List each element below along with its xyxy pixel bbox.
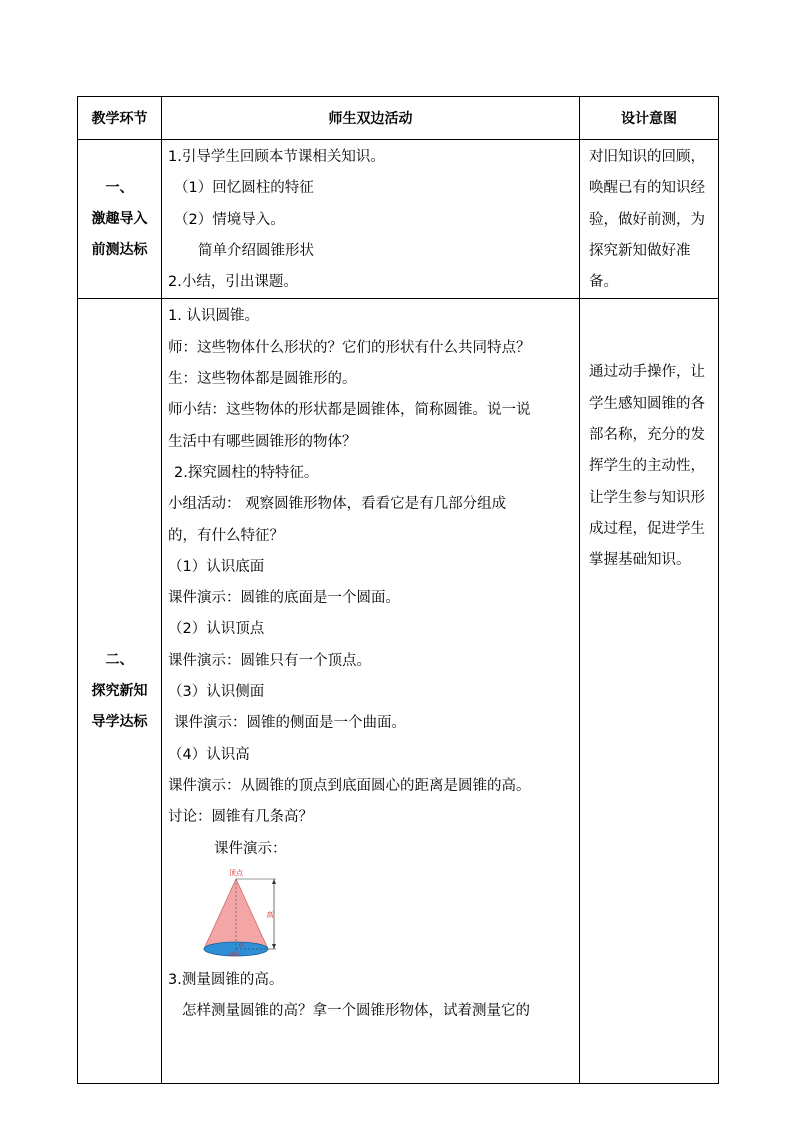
table-header-row: [78, 97, 719, 140]
activity-line: 2.探究圆柱的特特征。: [174, 464, 319, 481]
stage-title-line2: 前测达标: [91, 241, 148, 258]
activity-line: （3）认识侧面: [168, 684, 265, 701]
table-row: [78, 299, 719, 1084]
activity-line: 2.小结，引出课题。: [168, 274, 298, 291]
stage-title-line1: 探究新知: [91, 682, 148, 699]
stage-number: 二、: [105, 651, 134, 668]
header-intent: 设计意图: [580, 97, 719, 140]
base-label: 底面: [228, 951, 240, 958]
activity-line: 生：这些物体都是圆锥形的。: [168, 371, 357, 388]
height-label: 高: [266, 910, 274, 919]
activity-line: 课件演示：圆锥的侧面是一个曲面。: [174, 715, 406, 732]
stage-cell: [78, 140, 162, 299]
activity-line: 课件演示：圆锥的底面是一个圆面。: [168, 590, 400, 607]
stage-title-line1: 激趣导入: [91, 210, 148, 227]
activities-cell: [162, 140, 580, 299]
activity-line: （2）认识顶点: [168, 621, 265, 638]
height-arrow-bottom: [272, 944, 276, 949]
table-row: [78, 140, 719, 299]
activity-line: 讨论：圆锥有几条高？: [168, 809, 313, 826]
activity-line: 的，有什么特征？: [168, 527, 284, 544]
header-activities: 师生双边活动: [162, 97, 580, 140]
activity-line: （2）情境导入。: [174, 211, 285, 228]
activity-line: 1.引导学生回顾本节课相关知识。: [168, 149, 385, 165]
cone-lateral-surface: [204, 879, 268, 949]
activity-line: 怎样测量圆锥的高？拿一个圆锥形物体，试着测量它的: [182, 1003, 530, 1020]
activity-line: 师小结：这些物体的形状都是圆锥体，简称圆锥。说一说: [168, 402, 531, 419]
stage-number: 一、: [105, 179, 134, 196]
activity-line: 课件演示：: [214, 840, 287, 857]
activities-cell: [162, 299, 580, 1084]
cone-diagram: [200, 865, 290, 965]
header-stage: 教学环节: [78, 97, 162, 140]
cone-figure: [200, 865, 575, 965]
intent-cell: 对旧知识的回顾，唤醒已有的知识经验，做好前测，为探究新知做好准备。: [580, 140, 719, 299]
activity-line: （1）回忆圆柱的特征: [174, 180, 314, 197]
activity-line: 1. 认识圆锥。: [168, 308, 259, 325]
activity-line: 生活中有哪些圆锥形的物体？: [168, 433, 357, 450]
activity-line: 简单介绍圆锥形状: [198, 242, 314, 259]
center-label: O: [239, 942, 243, 949]
lesson-plan-table: [77, 96, 719, 1084]
activity-line: （1）认识底面: [168, 558, 265, 575]
activity-line: 课件演示：从圆锥的顶点到底面圆心的距离是圆锥的高。: [168, 777, 531, 794]
stage-title-line2: 导学达标: [91, 713, 148, 730]
stage-cell: [78, 299, 162, 1084]
height-arrow-top: [272, 879, 276, 884]
apex-label: 顶点: [229, 868, 243, 877]
activity-line: （4）认识高: [168, 746, 250, 763]
intent-cell: 通过动手操作，让学生感知圆锥的各部名称，充分的发挥学生的主动性，让学生参与知识形成过程，促进学生掌握基础知识。: [580, 299, 719, 1084]
activity-line: 小组活动： 观察圆锥形物体，看看它是有几部分组成: [168, 496, 507, 513]
activity-line: 师：这些物体什么形状的？它们的形状有什么共同特点？: [168, 339, 531, 356]
activity-line: 3.测量圆锥的高。: [168, 971, 284, 988]
activity-line: 课件演示：圆锥只有一个顶点。: [168, 652, 371, 669]
